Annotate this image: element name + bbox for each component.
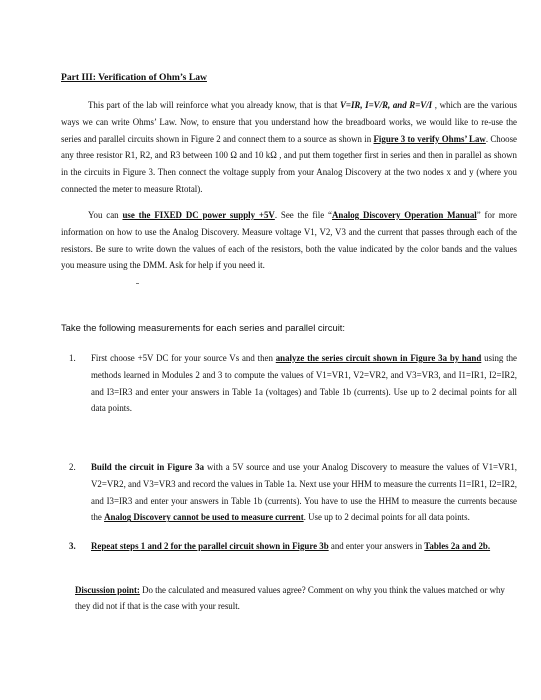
- item-2-emphasis: Build the circuit in Figure 3a: [91, 462, 205, 472]
- list-number: 1.: [69, 353, 76, 363]
- list-number: 3.: [69, 541, 76, 551]
- supply-text-1: You can: [88, 210, 123, 220]
- discussion-label: Discussion point:: [75, 585, 140, 595]
- stray-mark: [136, 283, 139, 284]
- item-3-text-b: and enter your answers in: [328, 541, 425, 551]
- item-1-text-c: using the methods learned in Modules 2 and 3 to compute the values of V1=VR1, V2=VR2, and V3=VR3, and I1=IR1, I2=IR2, and I3=IR3 and enter your answers in Table 1a (voltages) and Table 1b (currents). Use up to 2 decimal points for all data points.: [91, 353, 517, 414]
- intro-text-3: . Choose any three resistor R1, R2, and R3 between 100 Ω and 10 kΩ , and put them together first in series and then in parallel as shown in the circuits in Figure 3. Then connect the voltage supply from your Analog Discovery at the two nodes x and y (where you connected the meter to measure Rtotal).: [61, 133, 517, 194]
- ohms-law-formulas: V=IR, I=V/R, and R=V/I: [339, 100, 433, 110]
- discussion-text: Do the calculated and measured values agree? Comment on why you think the values matched or why they did not if that is the case with your result.: [75, 585, 505, 611]
- intro-paragraph: [61, 97, 517, 198]
- list-item: [69, 538, 517, 555]
- figure-3-reference: Figure 3 to verify Ohms’ Law: [373, 133, 486, 144]
- item-1-emphasis: analyze the series circuit shown in Figure 3a by hand: [275, 353, 482, 363]
- supply-text-3: ” for more information on how to use the Analog Discovery. Measure voltage V1, V2, V3 and the current that passes through each of the resistors. Be sure to write down the values of each of the resistors, both the value indicated by the color bands and the values you measure using the DMM. Ask for help if you need it.: [61, 210, 517, 271]
- item-2-text-b: with a 5V source and use your Analog Discovery to measure the values of V1=VR1, V2=VR2, and V3=VR3 and record the values in Table 1a. Next use your HHM to measure the currents I1=IR1, I2=IR2, and I3=IR3 and enter your answers in Table 1b (currents). You have to use the HHM to measure the currents because the: [91, 462, 517, 523]
- supply-paragraph: [61, 207, 517, 274]
- item-1-text-a: First choose +5V DC for your source Vs and then: [91, 353, 276, 363]
- item-2-text-d: . Use up to 2 decimal points for all data points.: [303, 512, 470, 523]
- item-2-warning: Analog Discovery cannot be used to measure current: [104, 512, 304, 523]
- intro-text-1: This part of the lab will reinforce what you already know, that is that: [88, 100, 340, 110]
- discussion-point: [75, 583, 517, 614]
- manual-reference: Analog Discovery Operation Manual: [331, 210, 477, 220]
- intro-text-2: , which are the various ways we can write Ohms’ Law. Now, to ensure that you understand how the breadboard works, we would like to re-use the series and parallel circuits shown in Figure 2 and connect them to a source as shown in: [61, 100, 517, 144]
- tables-2-reference: Tables 2a and 2b.: [424, 541, 491, 551]
- item-3-emphasis: Repeat steps 1 and 2 for the parallel circuit shown in Figure 3b: [91, 541, 329, 551]
- measurements-intro: Take the following measurements for each series and parallel circuit:: [61, 322, 345, 333]
- list-item: [69, 350, 517, 417]
- list-number: 2.: [69, 462, 76, 472]
- section-heading: Part III: Verification of Ohm’s Law: [61, 72, 207, 83]
- list-item: [69, 459, 517, 526]
- supply-text-2: . See the file “: [274, 210, 332, 220]
- fixed-dc-supply-note: use the FIXED DC power supply +5V: [122, 210, 275, 220]
